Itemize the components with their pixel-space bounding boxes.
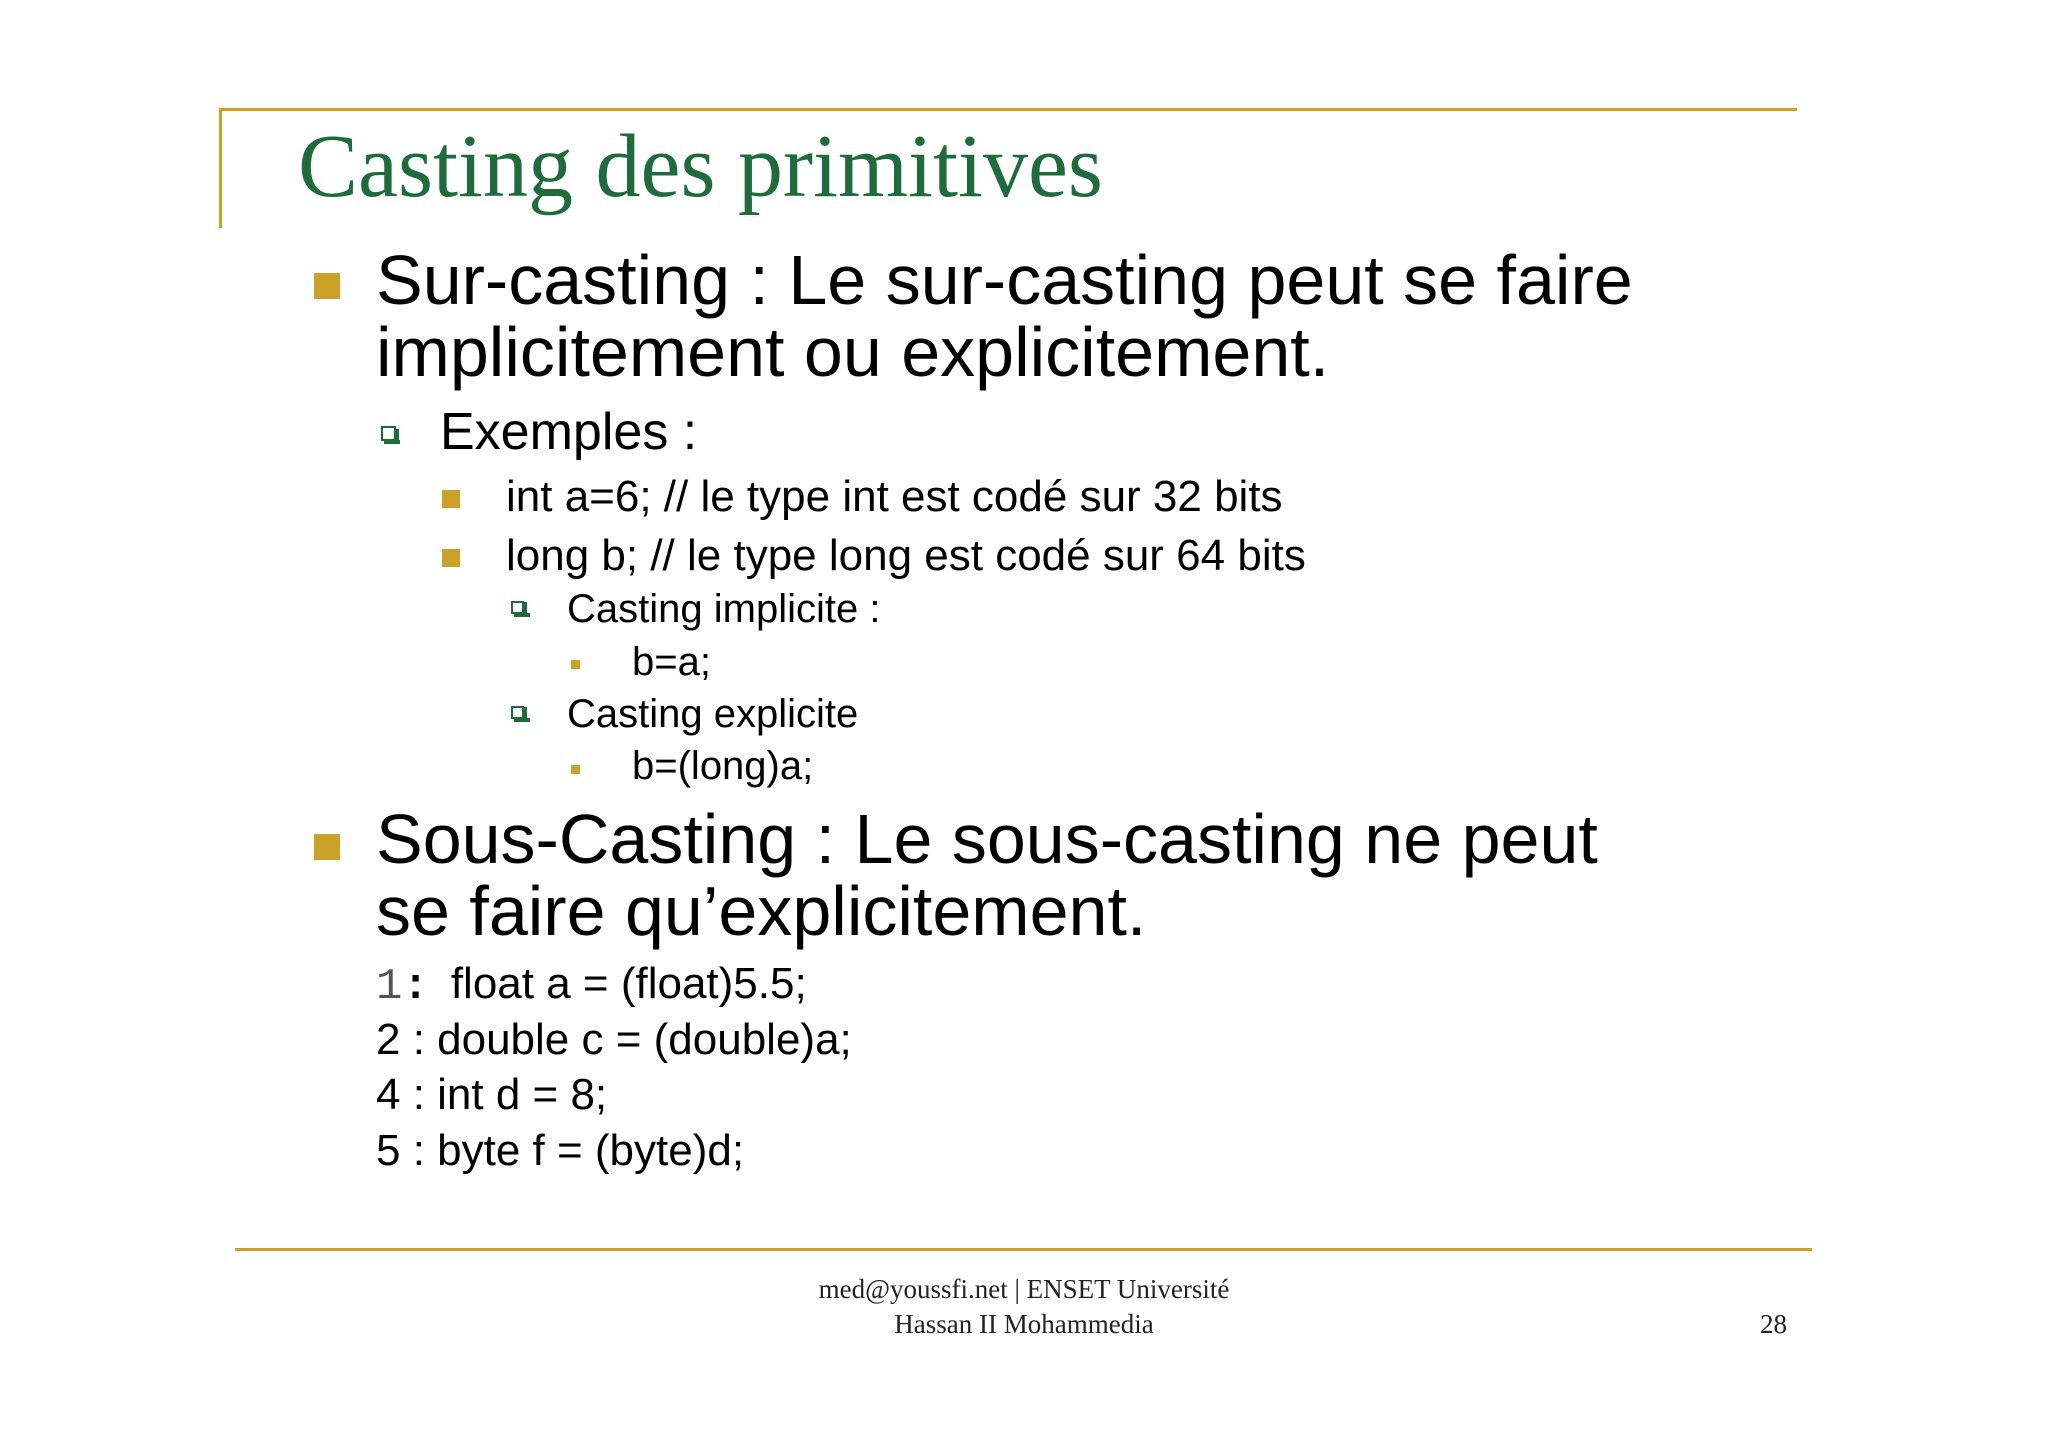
title-frame-top-rule: [219, 108, 1797, 111]
bullet-square-icon: [314, 834, 340, 860]
casting-explicite-code: b=(long)a;: [632, 744, 814, 788]
hollow-square-icon: [381, 426, 396, 441]
bullet-text-sur-casting-line2: implicitement ou explicitement.: [376, 313, 1330, 391]
footer-line-1: med@youssfi.net | ENSET Université: [818, 1274, 1230, 1304]
bullet-text-sur-casting-line1: Sur-casting : Le sur-casting peut se faire: [376, 241, 1633, 319]
casting-explicite-label: Casting explicite: [567, 692, 859, 736]
footer-credit: [700, 1272, 1348, 1342]
casting-implicite-label: Casting implicite :: [567, 587, 881, 631]
code-line-colon: :: [402, 962, 429, 1012]
hollow-square-icon: [511, 601, 524, 614]
example-item-long: long b; // le type long est codé sur 64 bits: [506, 531, 1306, 580]
footer-rule: [235, 1248, 1812, 1251]
hollow-square-icon: [511, 706, 524, 719]
code-line-2: 2 : double c = (double)a;: [376, 1015, 852, 1064]
footer-line-2: Hassan II Mohammedia: [894, 1309, 1154, 1339]
page-number: 28: [1760, 1309, 1787, 1339]
small-square-icon: [571, 660, 580, 669]
bullet-text-sous-casting-line2: se faire qu’explicitement.: [376, 872, 1147, 950]
casting-implicite-code: b=a;: [632, 640, 711, 684]
bullet-square-icon: [442, 549, 460, 567]
code-line-number: 1: [376, 962, 403, 1012]
slide-title: Casting des primitives: [298, 117, 1103, 216]
bullet-text-sous-casting-line1: Sous-Casting : Le sous-casting ne peut: [376, 800, 1598, 878]
code-line-5: 5 : byte f = (byte)d;: [376, 1126, 745, 1175]
code-line-4: 4 : int d = 8;: [376, 1070, 608, 1119]
example-item-int: int a=6; // le type int est codé sur 32 bits: [506, 472, 1283, 521]
exemples-label: Exemples :: [440, 403, 698, 461]
code-line-text: float a = (float)5.5;: [450, 959, 807, 1008]
title-frame-left-rule: [219, 108, 222, 228]
bullet-square-icon: [314, 273, 340, 299]
code-line-1: [376, 956, 807, 1015]
small-square-icon: [571, 765, 580, 774]
bullet-square-icon: [442, 490, 460, 508]
